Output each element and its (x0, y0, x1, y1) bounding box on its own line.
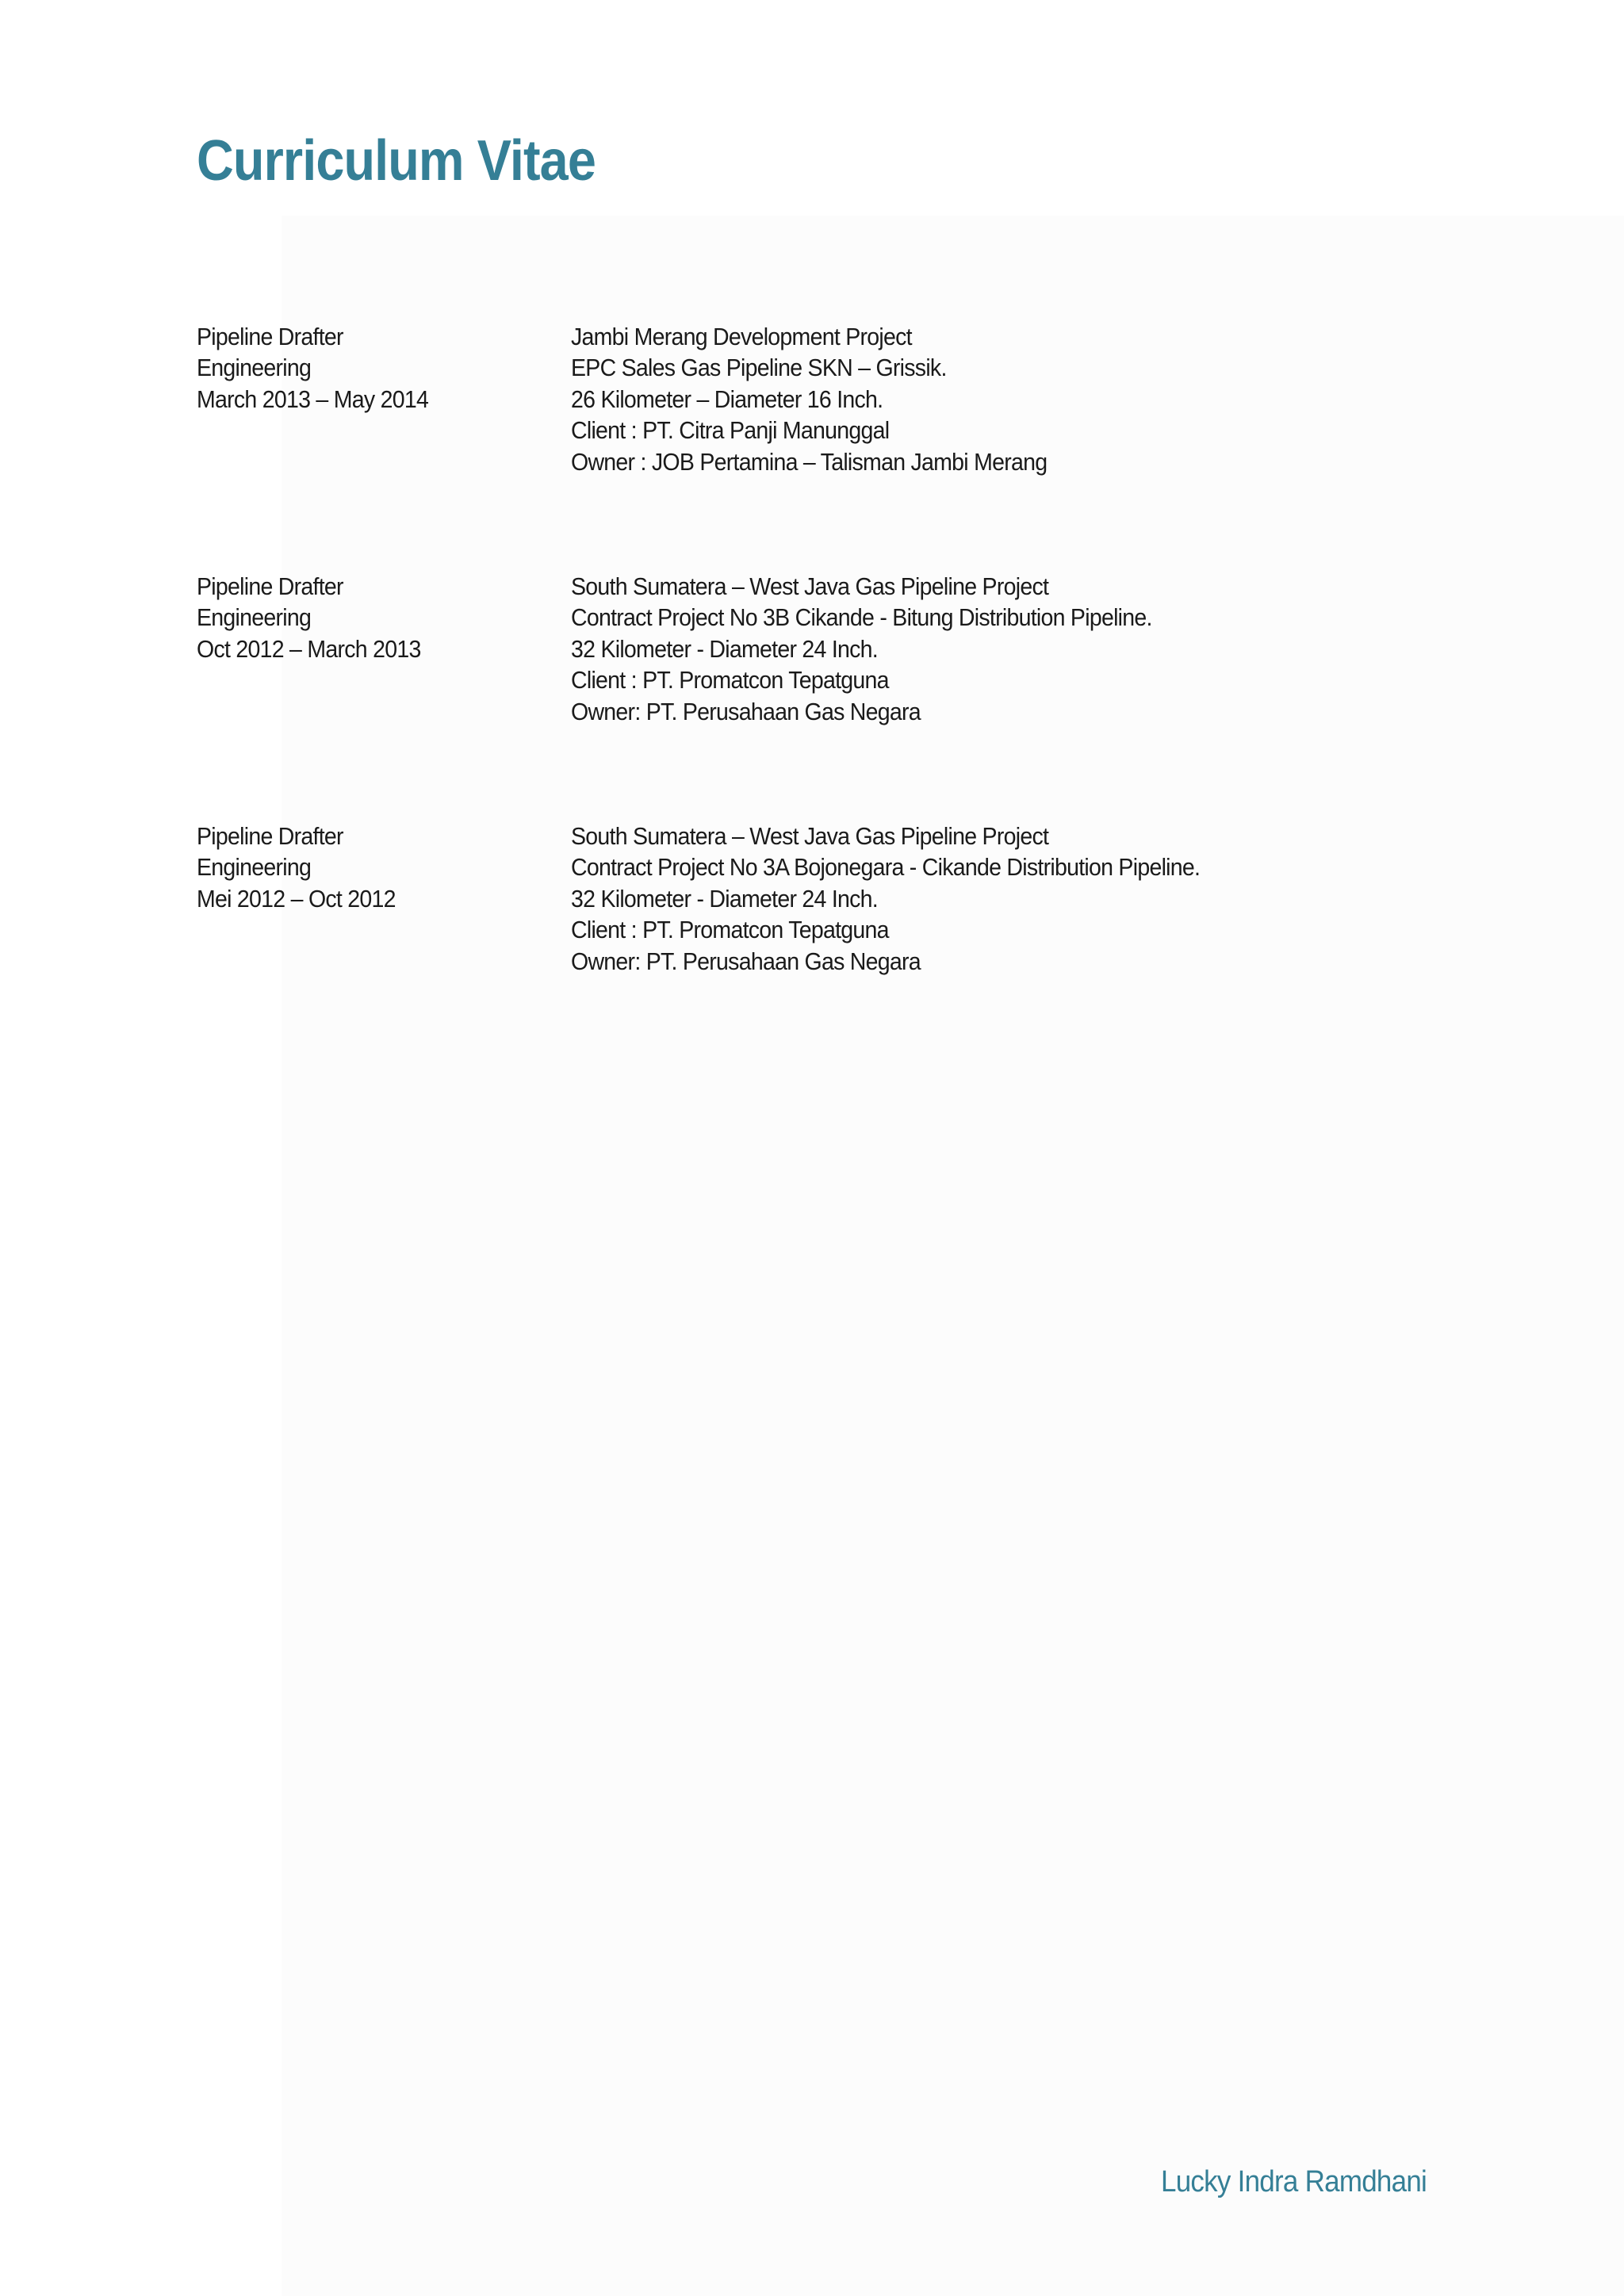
project-length-diameter: 32 Kilometer - Diameter 24 Inch. (571, 634, 879, 663)
project-contract: EPC Sales Gas Pipeline SKN – Grissik. (571, 354, 947, 382)
page-title: Curriculum Vitae (197, 129, 596, 193)
project-length-diameter: 32 Kilometer - Diameter 24 Inch. (571, 884, 879, 913)
entry-period: Mei 2012 – Oct 2012 (197, 884, 396, 913)
project-contract: Contract Project No 3B Cikande - Bitung Distribution Pipeline. (571, 603, 1152, 632)
entry-period: Oct 2012 – March 2013 (197, 634, 421, 663)
entry-department: Engineering (197, 853, 312, 882)
footer-author-name: Lucky Indra Ramdhani (1161, 2165, 1427, 2198)
entry-position: Pipeline Drafter (197, 822, 343, 851)
entry-project-column (571, 571, 1505, 727)
project-name: Jambi Merang Development Project (571, 323, 912, 350)
entry-role-column (197, 821, 571, 977)
experience-entry (197, 571, 1505, 727)
project-length-diameter: 26 Kilometer – Diameter 16 Inch. (571, 385, 883, 413)
project-owner: Owner: PT. Perusahaan Gas Negara (571, 697, 921, 725)
entry-period: March 2013 – May 2014 (197, 385, 429, 413)
entry-position: Pipeline Drafter (197, 572, 343, 601)
entry-department: Engineering (197, 603, 312, 632)
entry-project-column (571, 321, 1505, 477)
experience-entry (197, 321, 1505, 477)
project-contract: Contract Project No 3A Bojonegara - Cikande Distribution Pipeline. (571, 853, 1201, 882)
entry-role-column (197, 571, 571, 727)
project-name: South Sumatera – West Java Gas Pipeline Project (571, 822, 1049, 851)
project-owner: Owner : JOB Pertamina – Talisman Jambi Merang (571, 447, 1048, 476)
entry-department: Engineering (197, 354, 312, 382)
project-name: South Sumatera – West Java Gas Pipeline Project (571, 572, 1049, 601)
project-owner: Owner: PT. Perusahaan Gas Negara (571, 947, 921, 975)
experience-list (197, 321, 1505, 1070)
project-client: Client : PT. Promatcon Tepatguna (571, 916, 889, 944)
entry-position: Pipeline Drafter (197, 323, 343, 350)
project-client: Client : PT. Promatcon Tepatguna (571, 666, 889, 695)
project-client: Client : PT. Citra Panji Manunggal (571, 416, 890, 445)
entry-role-column (197, 321, 571, 477)
entry-project-column (571, 821, 1505, 977)
experience-entry (197, 821, 1505, 977)
